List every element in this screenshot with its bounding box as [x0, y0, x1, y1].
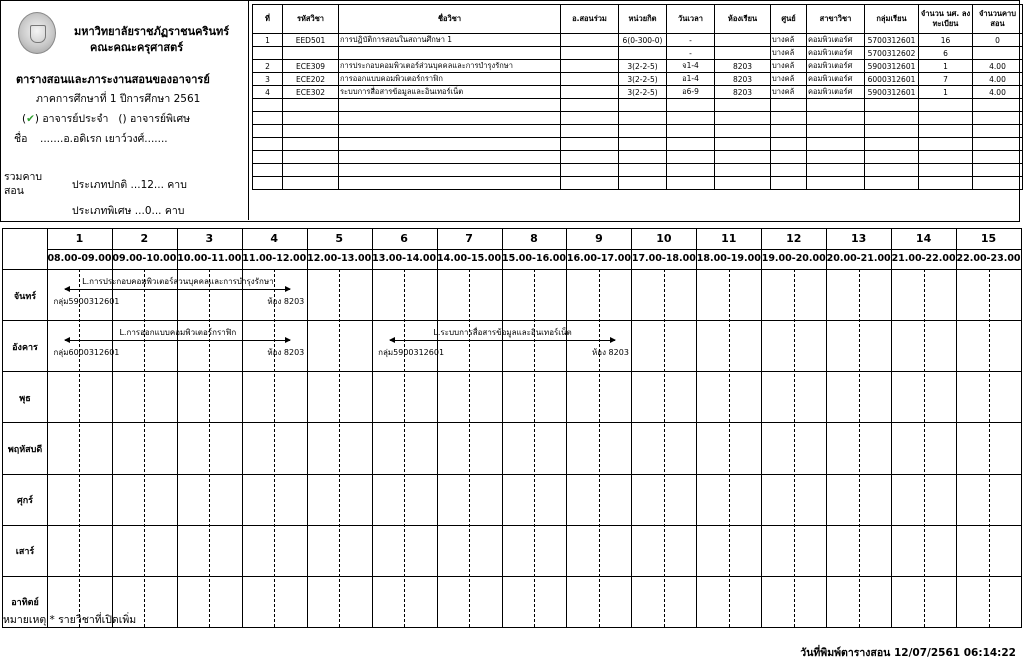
slot-number: 2: [140, 232, 149, 245]
table-cell: [771, 177, 807, 190]
table-row: [253, 112, 1023, 125]
slot-time: 09.00-10.00: [112, 253, 177, 264]
table-cell: [561, 164, 619, 177]
slot-time: 18.00-19.00: [696, 253, 761, 264]
table-row: [253, 73, 1023, 86]
course-group: กลุ่ม5900312601: [53, 297, 120, 306]
course-table-header: [253, 5, 1023, 34]
course-block: [53, 326, 305, 362]
table-cell: 4.00: [973, 60, 1023, 73]
table-cell: [253, 99, 283, 112]
slot-dashed-line: [924, 269, 925, 627]
table-cell: 6: [919, 47, 973, 60]
teacher-type: [22, 110, 190, 127]
table-cell: 5700312601: [865, 34, 919, 47]
table-cell: ECE309: [283, 60, 339, 73]
table-cell: [807, 125, 865, 138]
total-hours-label-1: รวมคาบ: [4, 171, 43, 183]
slot-time: 14.00-15.00: [437, 253, 502, 264]
course-room: ห้อง 8203: [267, 297, 305, 306]
table-row: [253, 47, 1023, 60]
column-header: ที่: [253, 5, 283, 34]
table-cell: [253, 164, 283, 177]
day-row-line: [3, 320, 1021, 321]
table-cell: 0: [973, 34, 1023, 47]
table-cell: [561, 86, 619, 99]
table-cell: [283, 112, 339, 125]
table-cell: ECE302: [283, 86, 339, 99]
table-cell: [973, 125, 1023, 138]
day-row-line: [3, 371, 1021, 372]
slot-number: 9: [595, 232, 603, 245]
header-separator: [47, 249, 1021, 250]
day-label: จันทร์: [13, 291, 37, 302]
table-cell: [283, 164, 339, 177]
slot-number: 6: [400, 232, 408, 245]
university-seal-icon: [18, 12, 56, 54]
total-hours-label-2: สอน: [4, 185, 24, 197]
table-cell: [283, 151, 339, 164]
normal-hours: ประเภทปกติ ...12... คาบ: [72, 179, 187, 191]
table-cell: 5900312601: [865, 86, 919, 99]
day-row-line: [3, 422, 1021, 423]
table-cell: จ1-4: [667, 60, 715, 73]
table-cell: คอมพิวเตอร์ศ: [807, 86, 865, 99]
table-cell: [561, 99, 619, 112]
table-cell: [339, 177, 561, 190]
day-label: ศุกร์: [17, 496, 33, 507]
table-row: [253, 99, 1023, 112]
table-cell: 1: [253, 34, 283, 47]
table-cell: [715, 99, 771, 112]
table-cell: 6000312601: [865, 73, 919, 86]
table-cell: คอมพิวเตอร์ศ: [807, 47, 865, 60]
table-cell: 5700312602: [865, 47, 919, 60]
table-cell: คอมพิวเตอร์ศ: [807, 73, 865, 86]
slot-dashed-line: [144, 269, 145, 627]
table-cell: [619, 177, 667, 190]
slot-dashed-line: [469, 269, 470, 627]
table-cell: [667, 164, 715, 177]
table-cell: [865, 151, 919, 164]
table-cell: ระบบการสื่อสารข้อมูลและอินเทอร์เน็ต: [339, 86, 561, 99]
table-cell: [771, 138, 807, 151]
column-header: ห้องเรียน: [715, 5, 771, 34]
teacher-name: .......อ.อดิเรก เยาว์วงศ์.......: [40, 133, 168, 145]
column-header: อ.สอนร่วม: [561, 5, 619, 34]
course-title: L.ระบบการสื่อสารข้อมูลและอินเทอร์เน็ต: [433, 328, 572, 338]
table-cell: 6(0-300-0): [619, 34, 667, 47]
table-cell: [973, 151, 1023, 164]
table-cell: [561, 125, 619, 138]
table-cell: [919, 177, 973, 190]
day-row-line: [3, 576, 1021, 577]
table-cell: [339, 112, 561, 125]
table-cell: [339, 151, 561, 164]
table-cell: 4.00: [973, 86, 1023, 99]
slot-line: [761, 229, 762, 627]
table-cell: [919, 112, 973, 125]
table-cell: บางคล้: [771, 73, 807, 86]
slot-time: 22.00-23.00: [956, 253, 1021, 264]
table-cell: [253, 125, 283, 138]
header-bottom-line: [3, 269, 1021, 270]
table-cell: คอมพิวเตอร์ศ: [807, 60, 865, 73]
slot-dashed-line: [989, 269, 990, 627]
table-cell: [919, 99, 973, 112]
table-cell: บางคล้: [771, 86, 807, 99]
table-cell: [283, 47, 339, 60]
course-title: L.การประกอบคอมพิวเตอร์ส่วนบุคคลและการบำรุงรักษา: [82, 277, 274, 286]
table-row: [253, 86, 1023, 99]
table-cell: [619, 164, 667, 177]
table-cell: [619, 138, 667, 151]
table-cell: 3(2-2-5): [619, 60, 667, 73]
slot-number: 5: [335, 232, 343, 245]
course-table-body: [253, 34, 1023, 190]
table-cell: [667, 125, 715, 138]
column-header: รหัสวิชา: [283, 5, 339, 34]
slot-dashed-line: [404, 269, 405, 627]
table-cell: [865, 99, 919, 112]
duration-arrow-icon: [65, 289, 290, 290]
table-cell: [283, 138, 339, 151]
slot-dashed-line: [534, 269, 535, 627]
table-cell: [283, 177, 339, 190]
table-cell: [973, 112, 1023, 125]
day-label: อาทิตย์: [11, 598, 39, 609]
slot-line: [696, 229, 697, 627]
table-cell: [973, 99, 1023, 112]
table-cell: [973, 47, 1023, 60]
table-row: [253, 34, 1023, 47]
slot-number: 10: [656, 232, 672, 245]
slot-time: 17.00-18.00: [631, 253, 696, 264]
column-header: กลุ่มเรียน: [865, 5, 919, 34]
table-cell: [619, 125, 667, 138]
table-cell: [807, 99, 865, 112]
column-header: หน่วยกิต: [619, 5, 667, 34]
course-block: [378, 326, 629, 362]
slot-number: 15: [980, 232, 997, 245]
table-cell: [339, 164, 561, 177]
table-cell: [561, 73, 619, 86]
table-cell: บางคล้: [771, 47, 807, 60]
table-row: [253, 151, 1023, 164]
table-row: [253, 60, 1023, 73]
slot-time: 15.00-16.00: [501, 253, 567, 264]
table-cell: 16: [919, 34, 973, 47]
table-cell: EED501: [283, 34, 339, 47]
slot-dashed-line: [599, 269, 600, 627]
paren-open: (: [22, 113, 27, 125]
table-cell: [715, 125, 771, 138]
slot-time: 08.00-09.00: [47, 253, 112, 264]
table-row: [253, 138, 1023, 151]
slot-line: [826, 229, 827, 627]
table-cell: อ1-4: [667, 73, 715, 86]
term-label: ภาคการศึกษาที่ 1 ปีการศึกษา 2561: [36, 93, 201, 105]
table-cell: [715, 47, 771, 60]
table-cell: ECE202: [283, 73, 339, 86]
course-title: L.การออกแบบคอมพิวเตอร์กราฟิก: [119, 328, 237, 338]
table-cell: [771, 151, 807, 164]
table-cell: -: [667, 34, 715, 47]
slot-number: 14: [915, 232, 932, 245]
table-cell: อ6-9: [667, 86, 715, 99]
table-cell: 7: [919, 73, 973, 86]
table-cell: [283, 99, 339, 112]
table-cell: [771, 112, 807, 125]
slot-time: 10.00-11.00: [177, 253, 242, 264]
slot-number: 4: [270, 232, 279, 245]
table-cell: [561, 34, 619, 47]
table-cell: [807, 151, 865, 164]
university-name: มหาวิทยาลัยราชภัฏราชนครินทร์: [74, 25, 230, 38]
table-cell: [667, 151, 715, 164]
panel-divider: [248, 0, 249, 220]
table-cell: [865, 164, 919, 177]
slot-dashed-line: [209, 269, 210, 627]
slot-dashed-line: [664, 269, 665, 627]
day-row-line: [3, 474, 1021, 475]
column-header: วันเวลา: [667, 5, 715, 34]
table-cell: [865, 112, 919, 125]
table-cell: [339, 99, 561, 112]
slot-number: 8: [530, 232, 538, 245]
course-block: [53, 275, 305, 311]
slot-time: 16.00-17.00: [566, 253, 631, 264]
table-cell: [919, 151, 973, 164]
table-cell: [561, 177, 619, 190]
table-cell: [561, 151, 619, 164]
table-cell: [807, 112, 865, 125]
duration-arrow-icon: [390, 340, 615, 341]
table-cell: การประกอบคอมพิวเตอร์ส่วนบุคคลและการบำรุงรักษา: [339, 60, 561, 73]
slot-line: [437, 229, 438, 627]
slot-dashed-line: [729, 269, 730, 627]
table-cell: [973, 164, 1023, 177]
table-cell: [339, 47, 561, 60]
slot-number: 13: [850, 232, 867, 245]
slot-number: 1: [75, 232, 84, 245]
table-cell: [715, 34, 771, 47]
name-label: ชื่อ: [14, 133, 28, 145]
table-cell: [561, 138, 619, 151]
table-cell: 1: [919, 86, 973, 99]
slot-number: 11: [721, 232, 737, 245]
day-column-line: [47, 229, 48, 627]
table-cell: [865, 138, 919, 151]
table-cell: 8203: [715, 86, 771, 99]
course-room: ห้อง 8203: [267, 348, 305, 358]
table-cell: [619, 112, 667, 125]
slot-line: [891, 229, 892, 627]
teacher-info: [0, 0, 246, 220]
table-cell: [253, 177, 283, 190]
print-timestamp: วันที่พิมพ์ตารางสอน 12/07/2561 06:14:22: [800, 647, 1016, 659]
slot-time: 12.00-13.00: [307, 253, 372, 264]
table-cell: [667, 99, 715, 112]
column-header: จำนวนคาบสอน: [973, 5, 1023, 34]
table-cell: การปฏิบัติการสอนในสถานศึกษา 1: [339, 34, 561, 47]
slot-time: 21.00-22.00: [891, 253, 956, 264]
table-cell: 3(2-2-5): [619, 73, 667, 86]
slot-dashed-line: [859, 269, 860, 627]
slot-dashed-line: [79, 269, 80, 627]
slot-number: 12: [786, 232, 802, 245]
table-cell: [865, 125, 919, 138]
table-cell: คอมพิวเตอร์ศ: [807, 34, 865, 47]
table-cell: [807, 164, 865, 177]
table-cell: [253, 151, 283, 164]
table-cell: [667, 138, 715, 151]
table-cell: 1: [919, 60, 973, 73]
course-table: [252, 4, 1023, 190]
table-cell: [807, 138, 865, 151]
table-cell: [339, 138, 561, 151]
day-label: เสาร์: [15, 547, 35, 558]
table-cell: [865, 177, 919, 190]
table-cell: [561, 60, 619, 73]
table-cell: 2: [253, 60, 283, 73]
table-cell: [561, 112, 619, 125]
column-header: จำนวน นศ. ลงทะเบียน: [919, 5, 973, 34]
table-cell: การออกแบบคอมพิวเตอร์กราฟิก: [339, 73, 561, 86]
table-cell: [715, 177, 771, 190]
slot-line: [956, 229, 957, 627]
table-cell: [619, 47, 667, 60]
table-row: [253, 164, 1023, 177]
table-cell: [715, 164, 771, 177]
table-cell: [771, 99, 807, 112]
slot-number: 3: [205, 232, 214, 245]
table-row: [253, 177, 1023, 190]
remark-note: หมายเหตุ * รายวิชาที่เปิดเพิ่ม: [3, 614, 137, 626]
course-group: กลุ่ม6000312601: [53, 348, 120, 358]
slot-dashed-line: [794, 269, 795, 627]
table-cell: บางคล้: [771, 60, 807, 73]
table-cell: [339, 125, 561, 138]
duration-arrow-icon: [65, 340, 290, 341]
special-hours: ประเภทพิเศษ ...0... คาบ: [72, 205, 185, 217]
table-cell: [619, 151, 667, 164]
table-cell: [715, 151, 771, 164]
column-header: ชื่อวิชา: [339, 5, 561, 34]
column-header: สาขาวิชา: [807, 5, 865, 34]
slot-line: [566, 229, 567, 627]
table-cell: [771, 125, 807, 138]
table-cell: [253, 138, 283, 151]
table-cell: [619, 99, 667, 112]
slot-time: 19.00-20.00: [761, 253, 826, 264]
slot-time: 20.00-21.00: [826, 253, 891, 264]
slot-time: 11.00-12.00: [242, 253, 307, 264]
table-cell: [715, 138, 771, 151]
table-cell: [919, 138, 973, 151]
table-cell: [919, 125, 973, 138]
table-cell: [771, 164, 807, 177]
weekly-schedule: [2, 228, 1022, 628]
slot-dashed-line: [339, 269, 340, 627]
column-header: ศูนย์: [771, 5, 807, 34]
table-cell: [973, 177, 1023, 190]
table-cell: [561, 47, 619, 60]
table-cell: [283, 125, 339, 138]
table-cell: 5900312601: [865, 60, 919, 73]
table-cell: 3(2-2-5): [619, 86, 667, 99]
day-label: อังคาร: [12, 342, 38, 353]
course-room: ห้อง 8203: [592, 348, 629, 358]
table-cell: บางคล้: [771, 34, 807, 47]
table-cell: [253, 112, 283, 125]
table-cell: [919, 164, 973, 177]
table-cell: 3: [253, 73, 283, 86]
table-cell: 8203: [715, 60, 771, 73]
slot-dashed-line: [274, 269, 275, 627]
table-cell: [667, 177, 715, 190]
day-label: พฤหัสบดี: [7, 445, 43, 455]
table-cell: -: [667, 47, 715, 60]
table-cell: [253, 47, 283, 60]
day-row-line: [3, 525, 1021, 526]
course-group: กลุ่ม5900312601: [378, 348, 445, 358]
check-icon: ✔: [26, 113, 35, 125]
table-cell: [715, 112, 771, 125]
table-cell: 4: [253, 86, 283, 99]
day-label: พุธ: [19, 393, 31, 404]
table-cell: [973, 138, 1023, 151]
slot-line: [372, 229, 373, 627]
table-cell: 4.00: [973, 73, 1023, 86]
slot-line: [307, 229, 308, 627]
table-cell: 8203: [715, 73, 771, 86]
slot-number: 7: [465, 232, 473, 245]
table-row: [253, 125, 1023, 138]
table-cell: [667, 112, 715, 125]
permanent-label: ) อาจารย์ประจำ: [34, 113, 109, 125]
table-cell: [807, 177, 865, 190]
special-label: () อาจารย์พิเศษ: [118, 113, 191, 125]
slot-line: [502, 229, 503, 627]
slot-time: 13.00-14.00: [372, 253, 437, 264]
faculty-name: คณะคณะครุศาสตร์: [90, 41, 184, 54]
slot-line: [631, 229, 632, 627]
report-title: ตารางสอนและภาระงานสอนของอาจารย์: [16, 73, 210, 86]
